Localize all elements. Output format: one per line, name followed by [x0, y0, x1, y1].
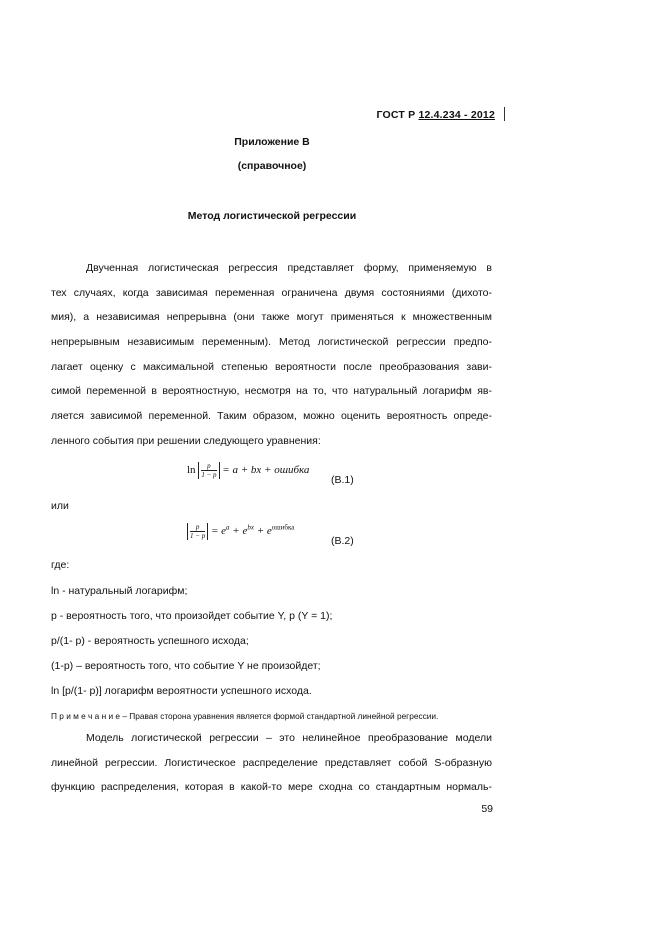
paragraph-line: Двученная логистическая регрессия представляет форму, применяемую в — [86, 262, 492, 274]
paragraph-model — [51, 726, 492, 800]
page-number: 59 — [481, 803, 493, 815]
standard-code: 12.4.234 - 2012 — [418, 109, 495, 121]
definition-item: ln - натуральный логарифм; — [51, 585, 188, 597]
equation-number-b1: (B.1) — [331, 474, 354, 486]
fraction-denominator: 1 − p — [201, 471, 217, 479]
paragraph-line: ляется зависимой переменной. Таким образом, можно оценить вероятность опреде- — [51, 410, 492, 423]
or-text: или — [51, 500, 69, 512]
paragraph-line: непрерывным независимым переменным). Метод логистической регрессии предпо- — [51, 336, 492, 349]
definition-item: (1-p) – вероятность того, что событие Y не произойдет; — [51, 660, 321, 672]
appendix-title: Приложение В — [234, 136, 310, 148]
exponent-error: ошибка — [271, 523, 295, 532]
formula-plus: + e — [253, 525, 272, 538]
where-label: где: — [51, 559, 70, 571]
fraction-numerator: p — [190, 523, 205, 532]
standard-prefix: ГОСТ Р — [376, 109, 416, 121]
formula-plus: + e — [229, 525, 248, 538]
odds-fraction — [187, 523, 208, 540]
paragraph-intro — [51, 256, 492, 454]
paragraph-line: мия), а независимая непрерывна (они также могут применяться к множественным — [51, 311, 492, 324]
definition-item: p - вероятность того, что произойдет событие Y, p (Y = 1); — [51, 610, 333, 622]
header-marker — [504, 107, 505, 121]
document-header — [376, 109, 495, 121]
exponent-bx: bx — [247, 523, 254, 532]
paragraph-line: функцию распределения, которая в какой-то мере сходна со стандартным нормаль- — [51, 781, 492, 794]
paragraph-line: симой переменной в вероятностную, несмотря на то, что натуральный логарифм яв- — [51, 385, 492, 398]
formula-b2 — [187, 523, 294, 540]
paragraph-line: Модель логистической регрессии – это нелинейное преобразование модели — [86, 732, 492, 744]
exponent-a: a — [226, 523, 230, 532]
appendix-subtitle: (справочное) — [237, 160, 307, 172]
ln-symbol: ln — [187, 464, 196, 477]
definition-item: ln [p/(1- p)] логарифм вероятности успешного исхода. — [51, 685, 312, 697]
fraction-denominator: 1 − p — [190, 532, 206, 540]
paragraph-line: ленного события при решении следующего уравнения: — [51, 434, 321, 447]
formula-b1 — [187, 462, 309, 479]
paragraph-line: тех случаях, когда зависимая переменная ограничена двумя состояниями (дихото- — [51, 286, 492, 299]
paragraph-line: лагает оценку с максимальной степенью вероятности после преобразования зави- — [51, 360, 492, 373]
section-heading: Метод логистической регрессии — [187, 210, 357, 222]
formula-rhs-base: = e — [210, 525, 227, 538]
definition-item: p/(1- p) - вероятность успешного исхода; — [51, 635, 249, 647]
equation-number-b2: (B.2) — [331, 535, 354, 547]
fraction-numerator: p — [201, 462, 216, 471]
formula-rhs: = a + bx + ошибка — [222, 464, 310, 477]
paragraph-line: линейной регрессии. Логистическое распределение представляет собой S-образную — [51, 756, 492, 769]
note-text: П р и м е ч а н и е – Правая сторона уравнения является формой стандартной линейной регрессии. — [51, 711, 439, 721]
odds-fraction — [198, 462, 219, 479]
